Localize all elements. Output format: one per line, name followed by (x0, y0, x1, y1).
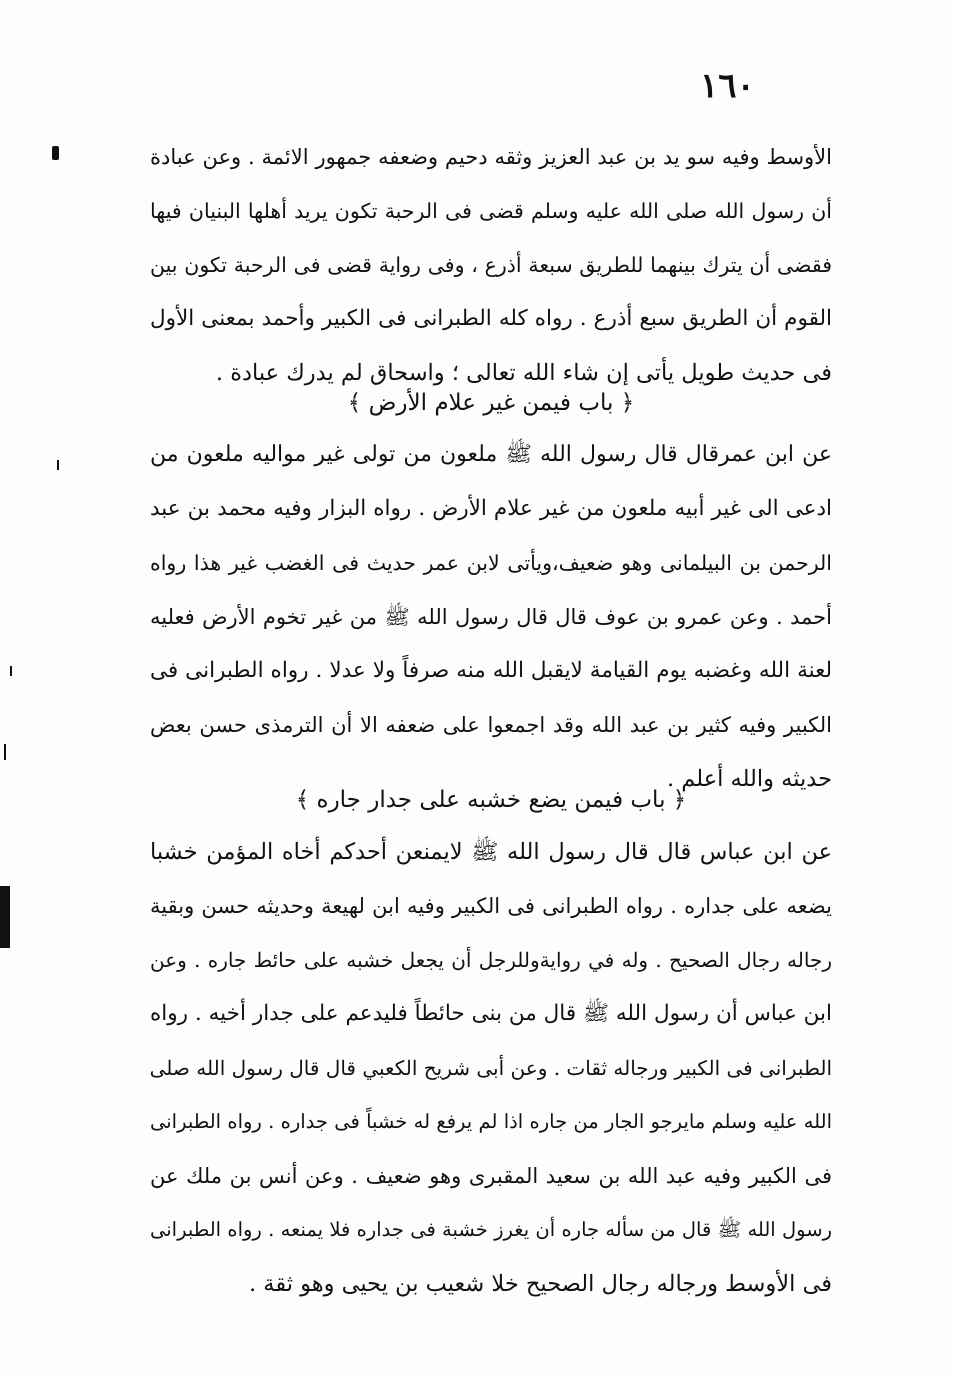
scan-mark (52, 146, 59, 160)
text-line: الأوسط وفيه سو يد بن عبد العزيز وثقه دحيم وضعفه جمهور الائمة . وعن عبادة (150, 145, 832, 169)
text-line: أحمد . وعن عمرو بن عوف قال قال رسول الله ﷺ من غير تخوم الأرض فعليه (150, 605, 832, 629)
scan-speck (4, 744, 6, 760)
text-line: ابن عباس أن رسول الله ﷺ قال من بنى حائطاً فليدعم على جدار أخيه . رواه (150, 1001, 832, 1026)
text-line: القوم أن الطريق سبع أذرع . رواه كله الطبرانى فى الكبير وأحمد بمعنى الأول (150, 306, 832, 331)
text-line: حديثه والله أعلم . (666, 766, 832, 792)
page-number: ١٦٠ (700, 66, 755, 106)
section-heading-boundary-markers: ﴿ باب فيمن غير علام الأرض ﴾ (347, 390, 635, 416)
scan-speck (10, 666, 12, 676)
text-line: عن ابن عمرقال قال رسول الله ﷺ ملعون من تولى غير مواليه ملعون من (150, 442, 832, 467)
text-line: رجاله رجال الصحيح . وله في روايةوللرجل أن يجعل خشبه على حائط جاره . وعن (150, 948, 832, 972)
text-line: رسول الله ﷺ قال من سأله جاره أن يغرز خشبة فى جداره فلا يمنعه . رواه الطبرانى (150, 1218, 832, 1241)
text-line: فى الكبير وفيه عبد الله بن سعيد المقبرى وهو ضعيف . وعن أنس بن ملك عن (150, 1164, 832, 1188)
text-line: الله عليه وسلم مايرجو الجار من جاره اذا لم يرفع له خشباً فى جداره . رواه الطبرانى (150, 1110, 832, 1133)
text-line: لعنة الله وغضبه يوم القيامة لايقبل الله منه صرفاً ولا عدلا . رواه الطبرانى فى (150, 658, 832, 683)
paragraph-block-3 (150, 825, 832, 1311)
paragraph-block-2 (150, 428, 832, 806)
scan-speck (57, 460, 59, 470)
text-line: يضعه على جداره . رواه الطبرانى فى الكبير وفيه ابن لهيعة وحديثه حسن وبقية (150, 894, 832, 918)
text-line: الطبرانى فى الكبير ورجاله ثقات . وعن أبى شريح الكعبي قال قال رسول الله صلى (150, 1056, 832, 1080)
text-line: ادعى الى غير أبيه ملعون من غير علام الأرض . رواه البزار وفيه محمد بن عبد (150, 496, 832, 521)
text-line: الكبير وفيه كثير بن عبد الله وقد اجمعوا على ضعفه الا أن الترمذى حسن بعض (150, 713, 832, 737)
text-line: الرحمن بن البيلمانى وهو ضعيف،ويأتى لابن عمر حديث فى الغضب غير هذا رواه (150, 551, 832, 575)
paragraph-block-1 (150, 130, 832, 400)
scan-edge-mark (0, 886, 10, 948)
section-heading-neighbor-wall: ﴿ باب فيمن يضع خشبه على جدار جاره ﴾ (295, 787, 687, 813)
text-line: فقضى أن يترك بينهما للطريق سبعة أذرع ، وفى رواية قضى فى الرحبة تكون بين (150, 253, 832, 277)
text-line: فى الأوسط ورجاله رجال الصحيح خلا شعيب بن يحيى وهو ثقة . (248, 1271, 832, 1297)
text-line: عن ابن عباس قال قال رسول الله ﷺ لايمنعن أحدكم أخاه المؤمن خشبا (150, 839, 832, 865)
text-line: فى حديث طويل يأتى إن شاء الله تعالى ؛ واسحاق لم يدرك عبادة . (215, 360, 832, 386)
text-line: أن رسول الله صلى الله عليه وسلم قضى فى الرحبة تكون يريد أهلها البنيان فيها (150, 199, 832, 223)
